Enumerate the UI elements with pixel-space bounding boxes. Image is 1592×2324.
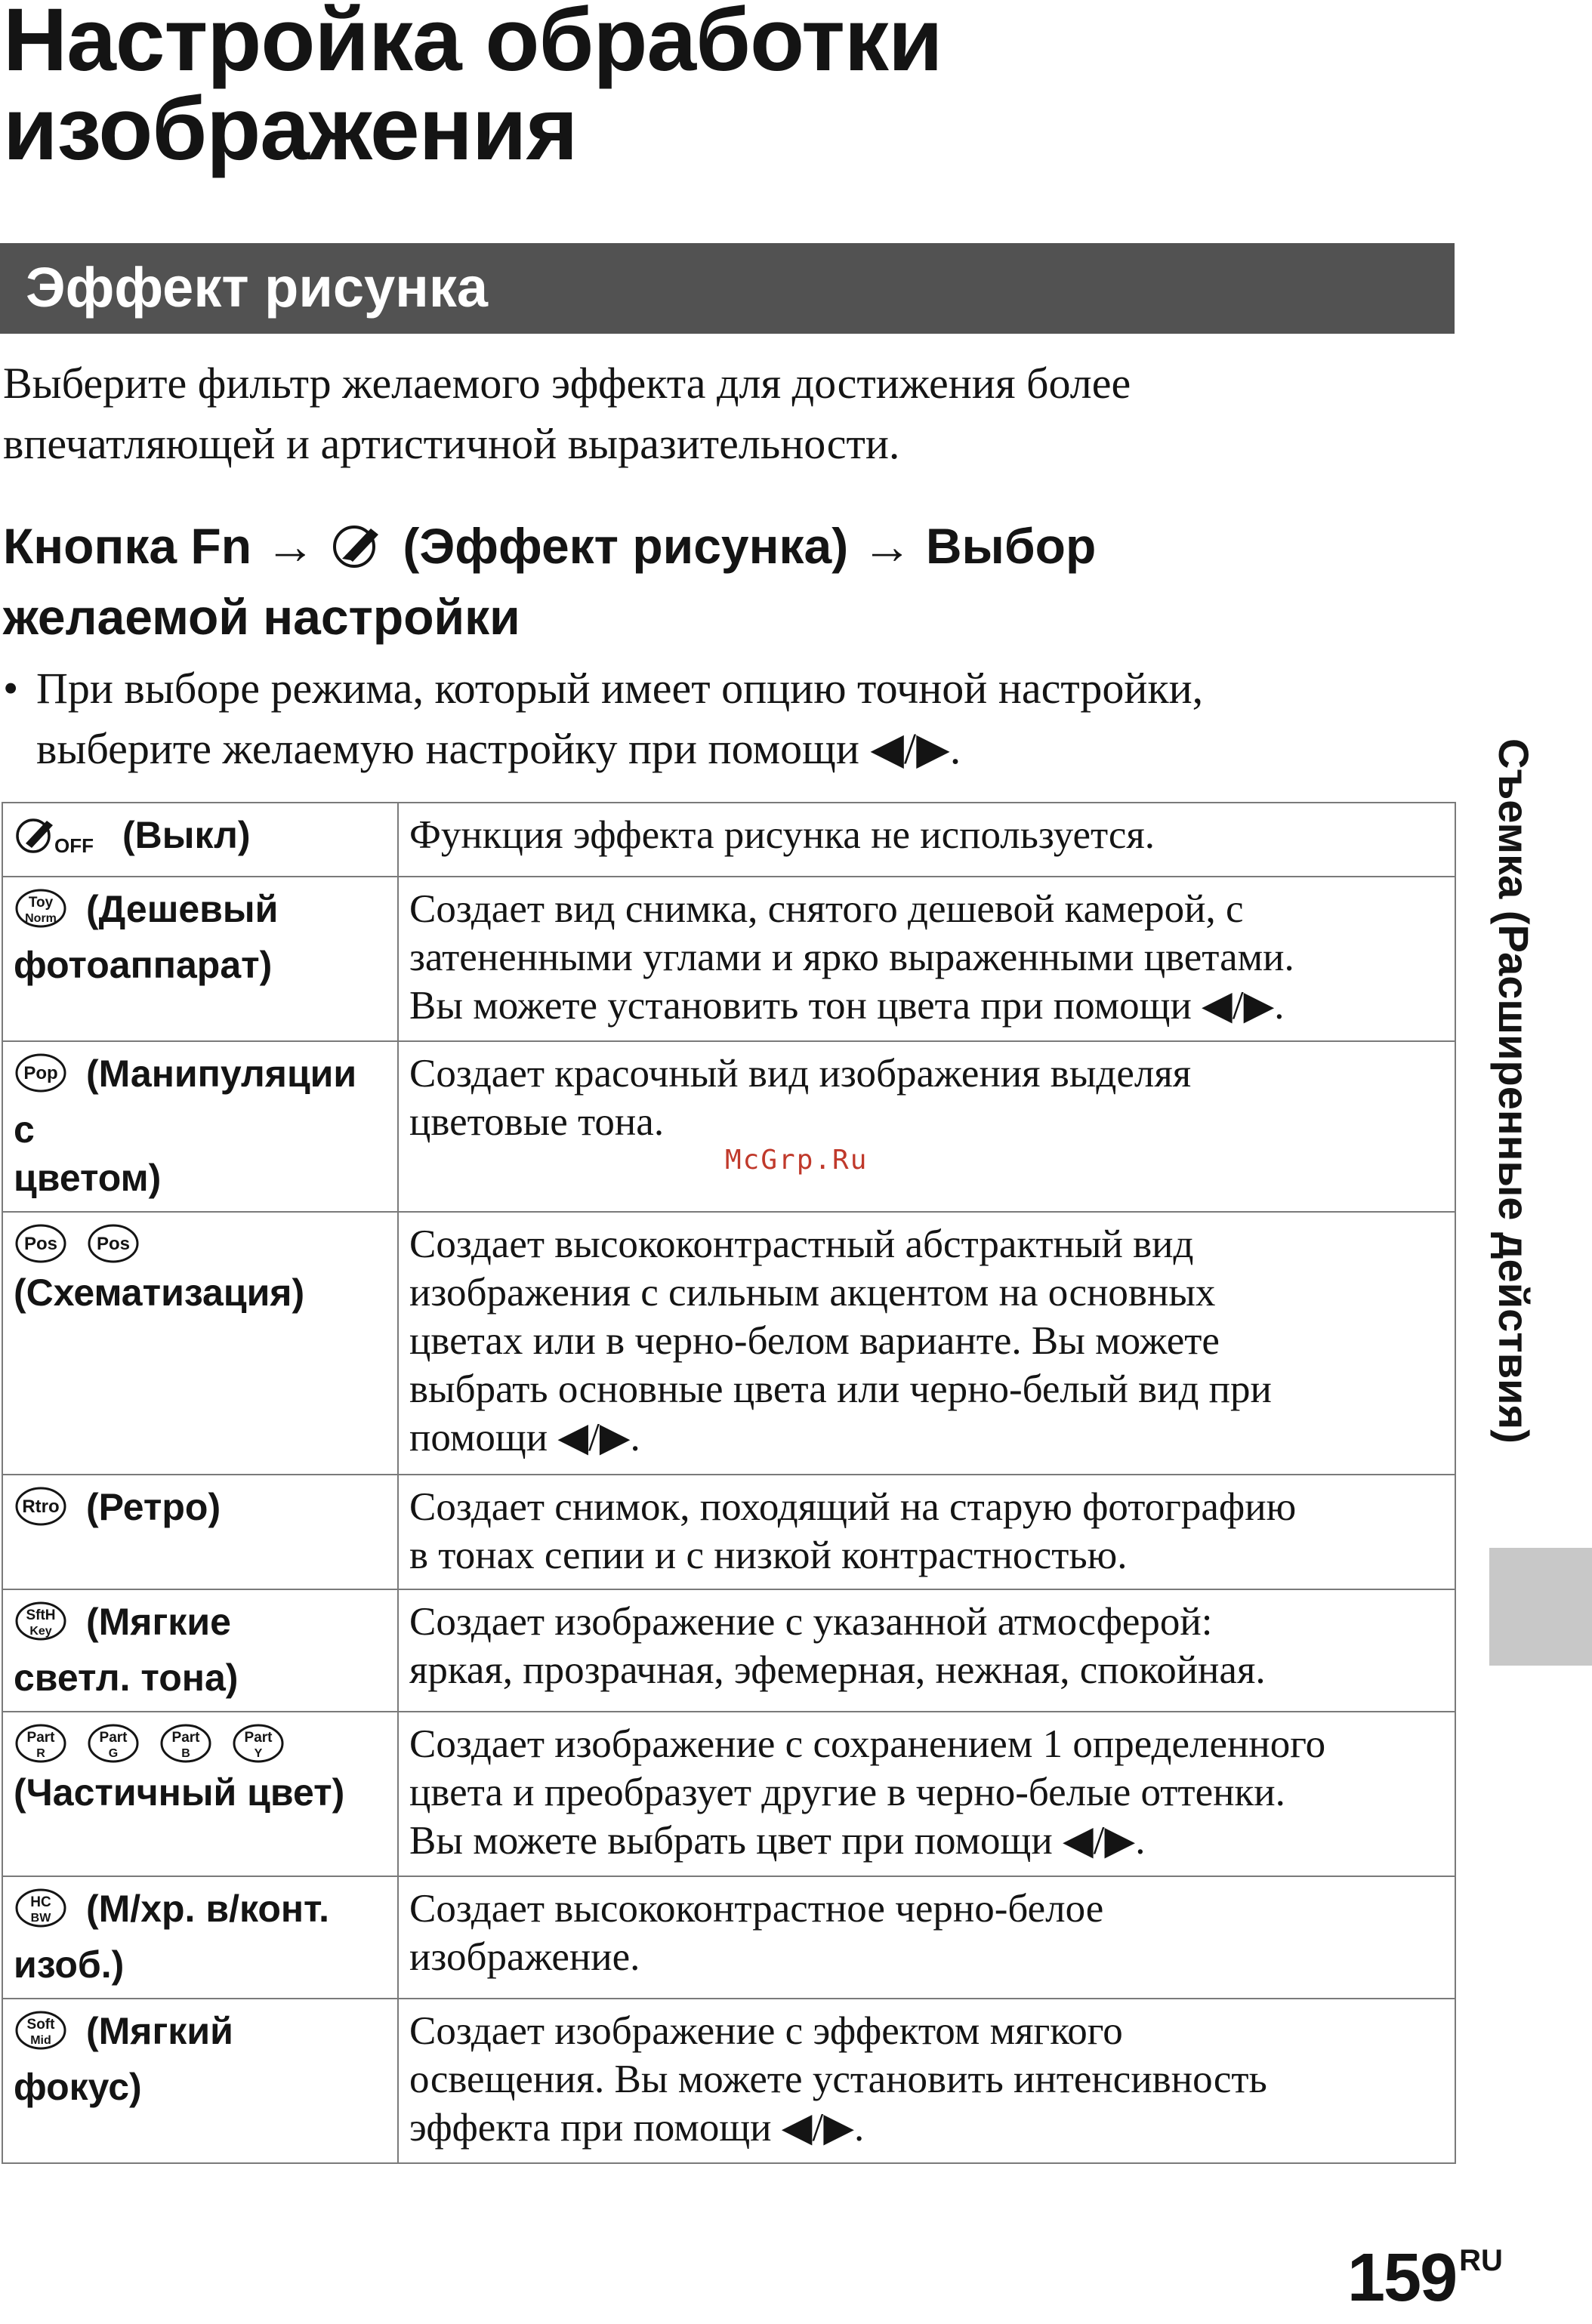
effect-label-line: (Частичный цвет): [14, 1771, 345, 1814]
effect-label-line: фотоаппарат): [14, 944, 273, 986]
effect-description-line: освещения. Вы можете установить интенсивность: [409, 2057, 1267, 2101]
effect-label-cell: [2, 1475, 398, 1589]
effect-label-line: (Манипуляции с: [14, 1053, 357, 1151]
icon-sublabel: G: [108, 1747, 119, 1760]
effect-icons: [14, 888, 86, 930]
effect-label-cell: [2, 877, 398, 1041]
effects-table: [2, 802, 1456, 2164]
effect-icons: [14, 1486, 86, 1528]
effect-label-line: светл. тона): [14, 1657, 239, 1699]
effects-table-body: [2, 803, 1455, 2163]
effect-label-first-line: [14, 811, 387, 867]
instruction-heading: [3, 513, 1445, 649]
page-title: [3, 0, 1438, 179]
effect-icons: [14, 1053, 86, 1095]
soft-focus-icon: [14, 2009, 68, 2063]
effect-description-cell: [398, 1041, 1455, 1212]
table-row: [2, 1876, 1455, 1999]
section-heading: Эффект рисунка: [26, 256, 489, 319]
effect-label-first-line: [14, 885, 387, 941]
pop-color-icon: [14, 1052, 68, 1105]
effect-description-cell: [398, 803, 1455, 877]
effect-description-line: Функция эффекта рисунка не используется.: [409, 813, 1155, 857]
effect-label-cell: [2, 803, 398, 877]
icon-sublabel: Y: [254, 1747, 263, 1760]
intro-line-2: впечатляющей и артистичной выразительности.: [3, 419, 900, 468]
intro-paragraph: [3, 353, 1445, 474]
icon-sublabel: Norm: [25, 912, 57, 925]
effect-description-line: Создает изображение с сохранением 1 определенного: [409, 1722, 1326, 1766]
effect-label-line: (Ретро): [86, 1486, 221, 1528]
effect-description-line: яркая, прозрачная, эфемерная, нежная, спокойная.: [409, 1648, 1266, 1692]
effect-label-first-line: [14, 1885, 387, 1940]
section-header-bar: [0, 243, 1455, 334]
icon-label: Pos: [23, 1234, 58, 1254]
instruction-part-2: (Эффект рисунка) → Выбор: [403, 518, 1097, 574]
note-line-1: При выборе режима, который имеет опцию точной настройки,: [36, 664, 1204, 713]
icon-sublabel: Mid: [30, 2034, 51, 2047]
side-tab-marker: [1489, 1548, 1592, 1666]
instruction-line-2: желаемой настройки: [3, 589, 520, 645]
effect-label-line: фокус): [14, 2066, 142, 2108]
toy-camera-icon: [14, 887, 68, 941]
effect-description-line: Создает изображение с эффектом мягкого: [409, 2009, 1123, 2053]
effect-label-first-line: [14, 2007, 387, 2063]
icon-label: SftH: [26, 1607, 56, 1623]
effect-icons: [14, 1601, 86, 1643]
icon-label: Toy: [28, 895, 54, 911]
effect-label-first-line: [14, 1483, 387, 1539]
icon-sublabel: BW: [30, 1912, 51, 1925]
instruction-line-1: [3, 513, 1445, 584]
effect-description-line: выбрать основные цвета или черно-белый вид при: [409, 1367, 1272, 1411]
icon-label: Pop: [23, 1063, 58, 1083]
retro-photo-icon: [14, 1485, 68, 1539]
effect-description-line: цветах или в черно-белом варианте. Вы можете: [409, 1319, 1220, 1363]
icon-label: Part: [99, 1730, 128, 1746]
page-language: RU: [1459, 2244, 1503, 2277]
effect-description-line: эффекта при помощи ◀/▶.: [409, 2106, 865, 2150]
effect-description-line: изображения с сильным акцентом на основных: [409, 1271, 1216, 1315]
effect-description-line: Создает изображение с указанной атмосферой:: [409, 1600, 1213, 1644]
intro-line-1: Выберите фильтр желаемого эффекта для достижения более: [3, 359, 1131, 408]
effect-icons: [14, 814, 122, 856]
effect-label-line: (Дешевый: [86, 888, 279, 930]
icon-label: OFF: [54, 834, 94, 855]
icon-label: Part: [244, 1730, 273, 1746]
watermark: McGrp.Ru: [725, 1145, 869, 1176]
effect-description-line: Создает вид снимка, снятого дешевой камерой, с: [409, 887, 1244, 931]
icon-label: Part: [171, 1730, 200, 1746]
effect-icons: [14, 1720, 387, 1768]
note-line-2: выберите желаемую настройку при помощи ◀/▶.: [36, 724, 961, 773]
page-title-line-2: изображения: [3, 79, 578, 179]
effect-description-line: Вы можете выбрать цвет при помощи ◀/▶.: [409, 1819, 1146, 1863]
effect-description-cell: [398, 1212, 1455, 1475]
effect-description-line: Создает красочный вид изображения выделяя: [409, 1052, 1192, 1096]
effect-icons: [14, 1888, 86, 1930]
page-number-value: 159: [1347, 2240, 1457, 2316]
high-contrast-mono-icon: [14, 1887, 68, 1940]
instruction-part-1: Кнопка Fn →: [3, 518, 316, 574]
effect-label-cell: [2, 1041, 398, 1212]
effect-label-line: изоб.): [14, 1943, 125, 1986]
effect-description-cell: [398, 1999, 1455, 2163]
effect-label-line: цветом): [14, 1157, 162, 1199]
table-row: [2, 1589, 1455, 1712]
effect-label-cell: [2, 1212, 398, 1475]
soft-high-key-icon: [14, 1600, 68, 1654]
effect-description-cell: [398, 1712, 1455, 1876]
effect-description-line: помощи ◀/▶.: [409, 1416, 640, 1459]
effect-description-line: затененными углами и ярко выраженными цветами.: [409, 935, 1294, 979]
picture-effect-off-icon: [14, 813, 104, 867]
side-tab-label: Съемка (Расширенные действия): [1490, 738, 1538, 1444]
note-bullet: •: [3, 664, 19, 713]
effect-label-line: (Мягкий: [86, 2010, 233, 2052]
effect-description-cell: [398, 877, 1455, 1041]
effect-label-first-line: [14, 1049, 387, 1154]
page-title-line-1: Настройка обработки: [3, 0, 943, 90]
effect-description-line: цветовые тона.: [409, 1100, 665, 1144]
effect-label-line: (Выкл): [122, 814, 251, 856]
effect-label-cell: [2, 1999, 398, 2163]
table-row: [2, 1712, 1455, 1876]
effect-description-cell: [398, 1589, 1455, 1712]
table-row: [2, 1475, 1455, 1589]
effect-description-cell: [398, 1475, 1455, 1589]
effect-label-line: (М/хр. в/конт.: [86, 1888, 330, 1930]
effect-label-first-line: [14, 1598, 387, 1654]
effect-icons: [14, 1220, 387, 1268]
icon-label: HC: [30, 1894, 51, 1910]
effect-description-line: Создает высококонтрастное черно-белое: [409, 1887, 1104, 1931]
icon-label: Pos: [96, 1234, 131, 1254]
effect-description-line: Создает высококонтрастный абстрактный вид: [409, 1222, 1194, 1266]
table-row: [2, 803, 1455, 877]
table-row: [2, 1999, 1455, 2163]
icon-label: Soft: [26, 2017, 55, 2033]
effect-description-line: в тонах сепии и с низкой контрастностью.: [409, 1533, 1128, 1577]
effect-description-cell: [398, 1876, 1455, 1999]
icon-label: Part: [26, 1730, 55, 1746]
icon-label: Rtro: [22, 1496, 60, 1517]
effect-label-line: (Схематизация): [14, 1271, 305, 1314]
effect-label-cell: [2, 1876, 398, 1999]
icon-sublabel: R: [36, 1747, 45, 1760]
effect-description-line: изображение.: [409, 1935, 640, 1979]
effect-label-cell: [2, 1589, 398, 1712]
table-row: [2, 1041, 1455, 1212]
effect-description-line: Вы можете установить тон цвета при помощи ◀/▶.: [409, 984, 1285, 1028]
table-row: [2, 877, 1455, 1041]
page-number: [1347, 2239, 1503, 2317]
table-row: [2, 1212, 1455, 1475]
effect-label-line: (Мягкие: [86, 1601, 231, 1643]
effect-description-line: цвета и преобразует другие в черно-белые оттенки.: [409, 1771, 1285, 1814]
effect-label-cell: [2, 1712, 398, 1876]
effect-description-line: Создает снимок, походящий на старую фотографию: [409, 1485, 1297, 1529]
icon-sublabel: Key: [29, 1625, 52, 1638]
icon-sublabel: B: [181, 1747, 190, 1760]
effect-icons: [14, 2010, 86, 2052]
note: [3, 658, 1453, 779]
picture-effect-icon: [329, 519, 389, 584]
